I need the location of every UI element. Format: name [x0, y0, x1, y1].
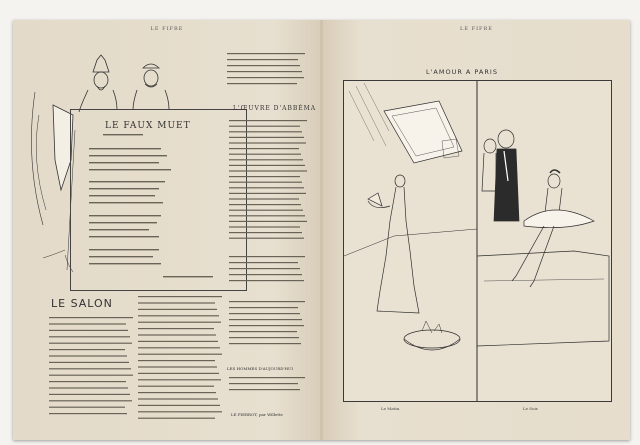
text-line: [229, 232, 302, 233]
text-line: [229, 389, 300, 390]
illustration-title: L'AMOUR A PARIS: [426, 68, 498, 76]
text-line: [227, 83, 297, 84]
text-line: [229, 159, 303, 160]
text-line: [229, 280, 304, 281]
left-page: [13, 20, 321, 440]
text-line: [229, 187, 304, 188]
illustration-frame: [343, 80, 612, 402]
text-line: [229, 377, 305, 378]
text-line: [229, 120, 307, 121]
right-running-head: LE FIFRE: [460, 26, 493, 32]
text-line: [227, 77, 304, 78]
text-line: [229, 319, 302, 320]
text-line: [229, 176, 300, 177]
text-line: [229, 148, 299, 149]
text-line: [229, 256, 305, 257]
right-column-text: [13, 20, 321, 440]
text-line: [229, 238, 304, 239]
text-line: [229, 274, 302, 275]
caption-right: Le Soir.: [523, 406, 539, 411]
right-page: [323, 20, 630, 440]
text-line: [229, 268, 300, 269]
magazine-spread: [13, 20, 630, 440]
oeuvre-title: L'ŒUVRE D'ABBÉMA: [233, 105, 317, 112]
text-line: [229, 383, 298, 384]
text-line: [229, 221, 307, 222]
text-line: [227, 65, 300, 66]
text-line: [229, 210, 303, 211]
text-line: [229, 182, 302, 183]
text-line: [229, 325, 304, 326]
salon-title: LE SALON: [51, 297, 113, 310]
text-line: [229, 142, 306, 143]
caption-left: Le Matin.: [381, 406, 401, 411]
text-line: [227, 71, 302, 72]
left-running-head: LE FIFRE: [150, 26, 184, 32]
text-line: [229, 226, 300, 227]
illustration-drawing: [344, 81, 611, 401]
text-line: [227, 59, 298, 60]
text-line: [229, 137, 304, 138]
text-line: [227, 53, 305, 54]
poem-title: LE FAUX MUET: [105, 121, 191, 131]
text-line: [229, 131, 302, 132]
text-line: [229, 204, 301, 205]
text-line: [229, 331, 297, 332]
text-line: [229, 198, 299, 199]
text-line: [229, 262, 298, 263]
text-line: [229, 337, 299, 338]
text-line: [229, 165, 305, 166]
text-line: [229, 301, 305, 302]
text-line: [229, 170, 307, 171]
text-line: [229, 343, 301, 344]
text-line: [229, 215, 305, 216]
text-line: [229, 126, 300, 127]
text-line: [229, 193, 306, 194]
hommes-heading: LES HOMMES D'AUJOURD'HUI: [227, 366, 293, 371]
text-line: [229, 154, 301, 155]
text-line: [229, 313, 300, 314]
text-line: [229, 307, 298, 308]
pierrot-line: LE PIERROT, par Willette: [231, 412, 283, 417]
